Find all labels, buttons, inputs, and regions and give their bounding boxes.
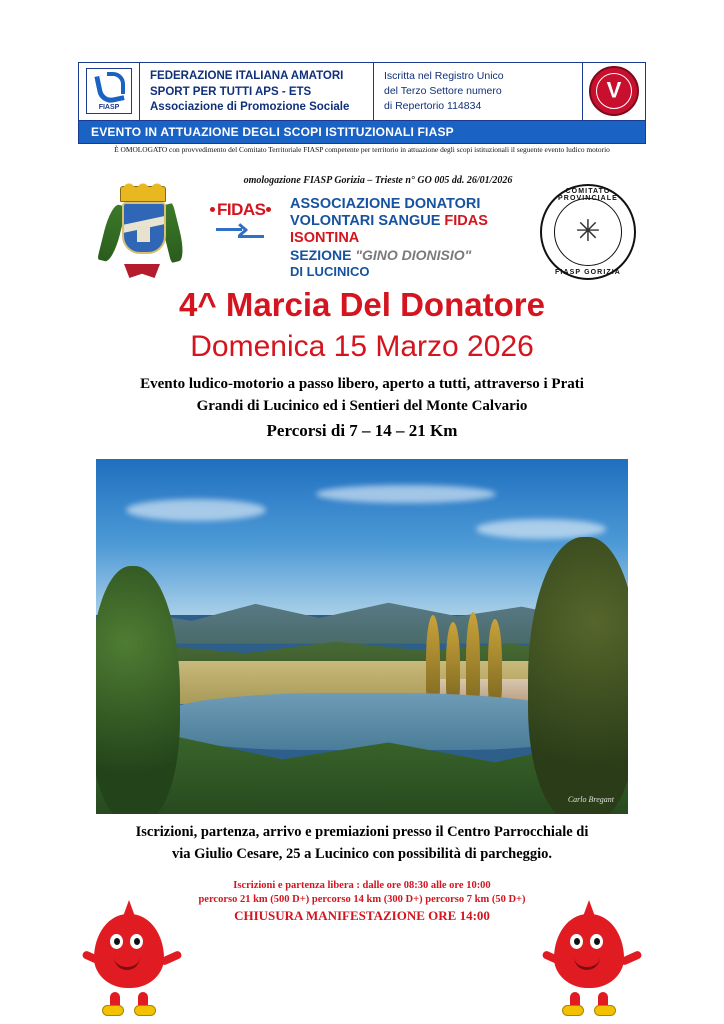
event-description-line-2: Grandi di Lucinico ed i Sentieri del Monte Calvario (196, 397, 528, 414)
crest-shield-tower (137, 226, 150, 242)
fidas-dot-left (210, 207, 215, 212)
fidas-arrows-icon (216, 224, 272, 242)
fidas-line-3-prefix: SEZIONE (290, 247, 356, 264)
fiasp-header-top-row (79, 63, 645, 120)
mascot-right-eye (130, 934, 143, 949)
fiasp-federation-line-2: SPORT PER TUTTI APS - ETS (150, 85, 312, 98)
blood-drop-mascot-right-icon (546, 908, 638, 1016)
registration-info-line-1: Iscrizioni, partenza, arrivo e premiazioni presso il Centro Parrocchiale di (135, 824, 589, 840)
fiasp-register-line-1: Iscritta nel Registro Unico (384, 70, 504, 82)
fidas-line-3-quote: "GINO DIONISIO" (355, 247, 472, 264)
omologazione-code: omologazione FIASP Gorizia – Trieste n° GO 005 dd. 26/01/2026 (243, 175, 513, 186)
photo-poplar-2 (446, 622, 460, 702)
crest-shield (122, 202, 166, 254)
fiasp-badge-cell (582, 63, 645, 120)
fidas-wordmark-text: FIDAS (217, 200, 266, 219)
comitato-provinciale-stamp-icon (540, 184, 636, 280)
mascot-right-shoe (134, 1005, 156, 1016)
fidas-line-2 (290, 213, 540, 247)
mascot-left-eye (110, 934, 123, 949)
fidas-line-2-prefix: VOLONTARI SANGUE (290, 213, 445, 230)
fiasp-register-line-2: del Terzo Settore numero (384, 85, 502, 98)
fiasp-logo-icon (86, 68, 132, 114)
fidas-line-2-highlight: FIDAS ISONTINA (290, 213, 488, 247)
registration-info (92, 822, 632, 866)
stamp-star-icon: ✳ (575, 215, 601, 248)
registration-times (92, 879, 632, 907)
fiasp-blue-banner: EVENTO IN ATTUAZIONE DEGLI SCOPI ISTITUZIONALI FIASP (79, 120, 645, 143)
landscape-photo (96, 459, 628, 814)
photo-tree-right (528, 537, 628, 814)
fidas-line-1: ASSOCIAZIONE DONATORI (290, 196, 481, 212)
event-routes: Percorsi di 7 – 14 – 21 Km (266, 421, 458, 440)
photo-cloud-1 (126, 499, 266, 521)
registration-times-line-1: Iscrizioni e partenza libera : dalle ore 08:30 alle ore 10:00 (233, 880, 491, 891)
mascot-right-eye (590, 934, 603, 949)
photo-cloud-3 (476, 519, 606, 539)
photo-poplar-4 (488, 619, 502, 703)
event-description-line-1: Evento ludico-motorio a passo libero, aperto a tutti, attraverso i Prati (140, 376, 584, 392)
fidas-arrow-1 (216, 228, 242, 231)
fidas-arrow-2 (238, 235, 264, 238)
fiasp-federation-line-1: FEDERAZIONE ITALIANA AMATORI (150, 70, 344, 82)
red-circular-badge-icon (589, 66, 639, 116)
lucinico-coat-of-arms-icon (100, 186, 184, 278)
crest-ribbon (124, 264, 160, 278)
mascot-right-shoe (594, 1005, 616, 1016)
fidas-dot-right (266, 207, 271, 212)
mascot-left-shoe (102, 1005, 124, 1016)
mascot-left-eye (570, 934, 583, 949)
fiasp-register-line-3: di Repertorio 114834 (384, 100, 482, 113)
fidas-text-lines (290, 196, 540, 279)
mascot-body (554, 914, 624, 988)
mascot-left-shoe (562, 1005, 584, 1016)
mascot-body (94, 914, 164, 988)
stamp-bottom-text: FIASP GORIZIA (555, 269, 621, 276)
crest-crown (120, 186, 166, 202)
photo-cloud-2 (316, 485, 496, 503)
fidas-line-3 (290, 247, 540, 264)
route-elevations-line: percorso 21 km (500 D+) percorso 14 km (300 D+) percorso 7 km (50 D+) (198, 894, 526, 906)
fidas-logo-block (210, 196, 540, 279)
fidas-wordmark-icon (210, 200, 278, 220)
fiasp-federation-name (140, 63, 373, 120)
event-closing-time: CHIUSURA MANIFESTAZIONE ORE 14:00 (234, 908, 490, 923)
photo-poplar-1 (426, 615, 440, 705)
fiasp-swoosh-shape-2 (107, 72, 125, 94)
photo-poplar-3 (466, 612, 480, 707)
fidas-line-4: DI LUCINICO (290, 263, 370, 279)
fiasp-logo-cell (79, 63, 140, 120)
photo-lake (160, 693, 586, 750)
photo-credit: Carlo Bregant (567, 795, 614, 804)
stamp-top-text: COMITATO PROVINCIALE (558, 188, 618, 202)
fiasp-register-info (373, 63, 582, 120)
fiasp-omologation-note: È OMOLOGATO con provvedimento del Comitato Territoriale FIASP competente per territorio in attuazione degli scopi istituzionali il seguente evento ludico motorio (114, 145, 610, 154)
blood-drop-mascot-left-icon (86, 908, 178, 1016)
fiasp-logo-label: FIASP (98, 104, 120, 112)
badge-inner-ring (596, 73, 632, 109)
fiasp-federation-line-3: Associazione di Promozione Sociale (150, 101, 350, 114)
fiasp-header-box (78, 62, 646, 144)
registration-info-line-2: via Giulio Cesare, 25 a Lucinico con possibilità di parcheggio. (171, 845, 553, 862)
event-date: Domenica 15 Marzo 2026 (190, 330, 534, 363)
event-description (92, 374, 632, 418)
event-title: 4^ Marcia Del Donatore (179, 286, 545, 323)
